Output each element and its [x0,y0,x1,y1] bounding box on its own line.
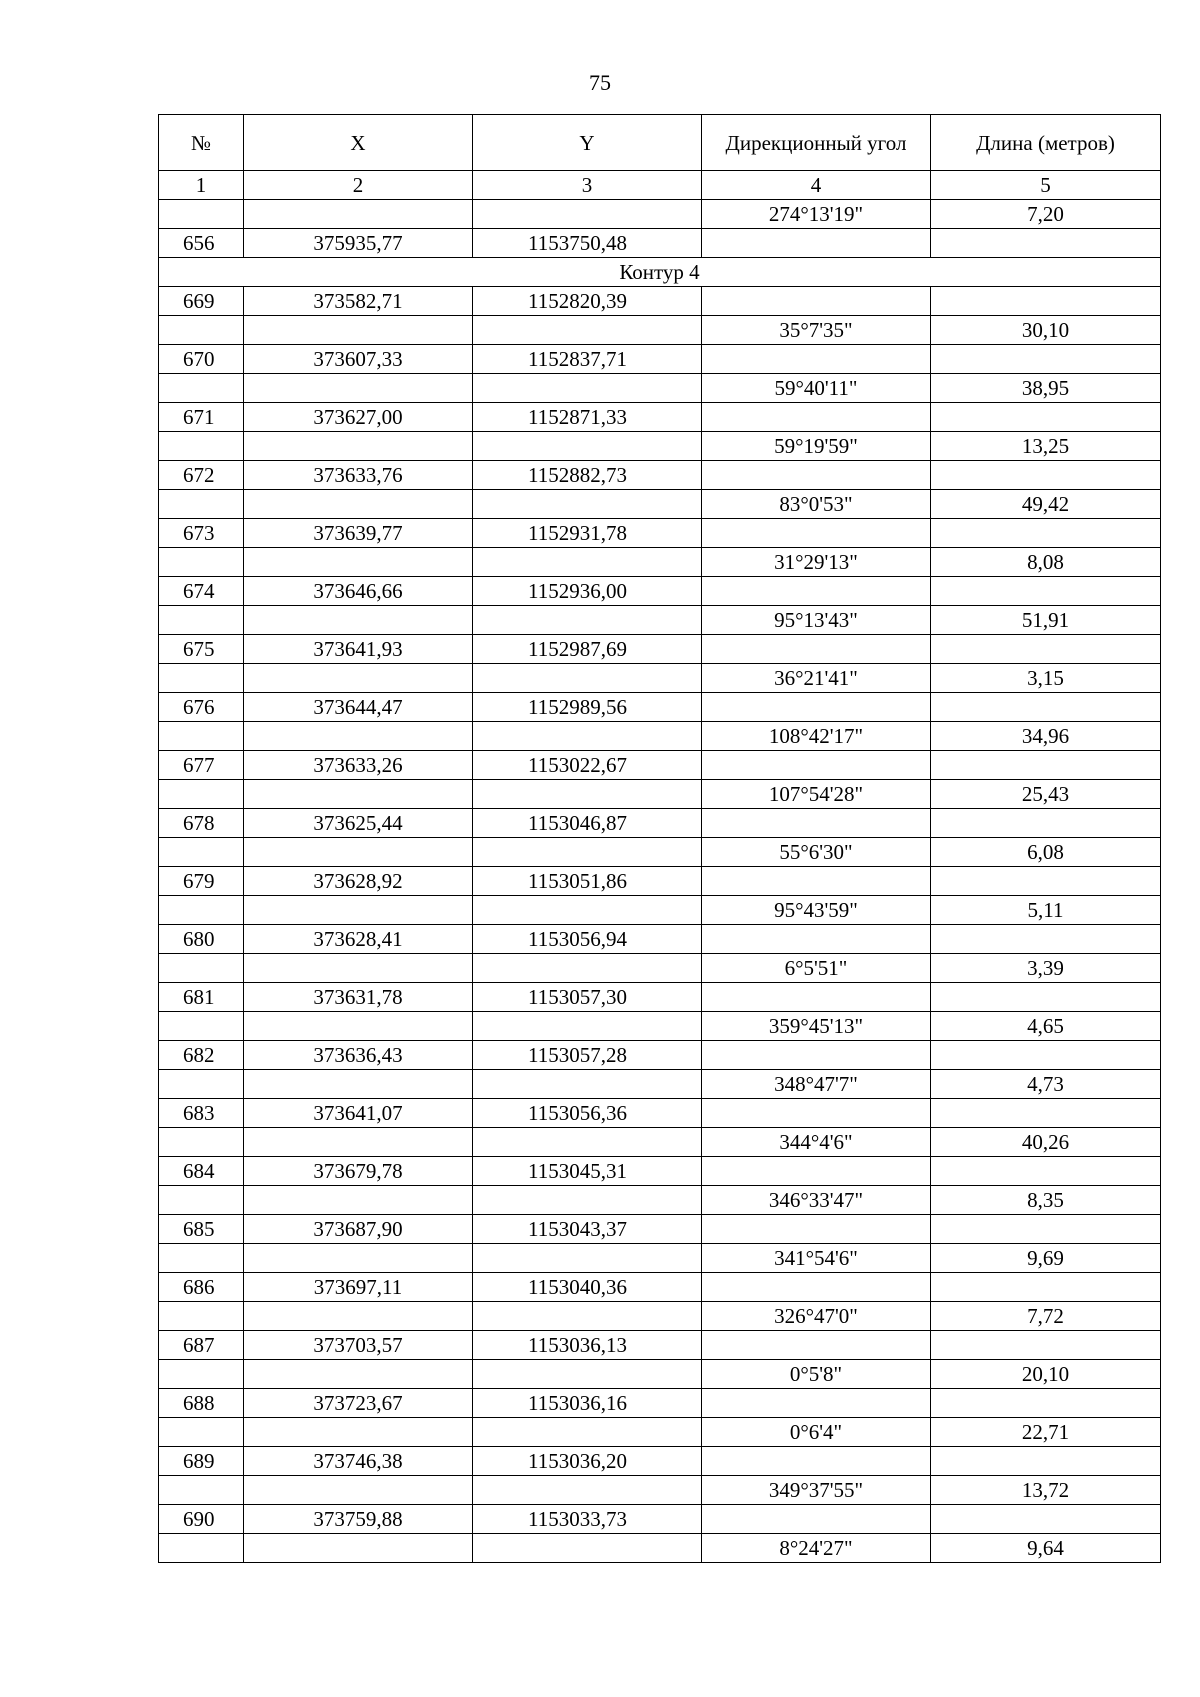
empty-cell [702,229,931,258]
empty-cell [702,345,931,374]
empty-cell [473,200,702,229]
empty-cell [931,1099,1161,1128]
empty-cell [159,1302,244,1331]
segment-length: 20,10 [931,1360,1161,1389]
point-row [159,867,1161,896]
empty-cell [159,722,244,751]
point-number: 678 [159,809,244,838]
y-coordinate: 1153057,28 [473,1041,702,1070]
empty-cell [244,1128,473,1157]
empty-cell [244,1418,473,1447]
empty-cell [931,693,1161,722]
point-row [159,345,1161,374]
empty-cell [244,1534,473,1563]
point-number: 690 [159,1505,244,1534]
direction-angle: 8°24'27" [702,1534,931,1563]
empty-cell [473,1476,702,1505]
segment-length: 8,35 [931,1186,1161,1215]
segment-row [159,316,1161,345]
y-coordinate: 1152987,69 [473,635,702,664]
x-coordinate: 373582,71 [244,287,473,316]
direction-angle: 59°40'11" [702,374,931,403]
point-row [159,1215,1161,1244]
empty-cell [244,316,473,345]
point-number: 684 [159,1157,244,1186]
empty-cell [244,1476,473,1505]
table-body [159,200,1161,1563]
empty-cell [244,664,473,693]
empty-cell [702,867,931,896]
empty-cell [702,635,931,664]
segment-length: 3,39 [931,954,1161,983]
empty-cell [702,1331,931,1360]
segment-row [159,1186,1161,1215]
point-row [159,925,1161,954]
segment-row [159,1244,1161,1273]
empty-cell [931,345,1161,374]
y-coordinate: 1153033,73 [473,1505,702,1534]
empty-cell [473,1012,702,1041]
direction-angle: 95°43'59" [702,896,931,925]
empty-cell [702,693,931,722]
empty-cell [159,200,244,229]
segment-length: 7,72 [931,1302,1161,1331]
segment-length: 9,69 [931,1244,1161,1273]
empty-cell [931,1331,1161,1360]
point-number: 685 [159,1215,244,1244]
header-x: X [244,115,473,171]
direction-angle: 35°7'35" [702,316,931,345]
point-row [159,1099,1161,1128]
point-row [159,229,1161,258]
segment-length: 34,96 [931,722,1161,751]
y-coordinate: 1152936,00 [473,577,702,606]
point-row [159,1505,1161,1534]
segment-length: 7,20 [931,200,1161,229]
x-coordinate: 373646,66 [244,577,473,606]
empty-cell [244,548,473,577]
segment-row [159,432,1161,461]
page-number: 75 [589,70,611,95]
empty-cell [931,1041,1161,1070]
y-coordinate: 1153750,48 [473,229,702,258]
empty-cell [931,635,1161,664]
x-coordinate: 373625,44 [244,809,473,838]
empty-cell [473,1186,702,1215]
column-number: 3 [473,171,702,200]
segment-length: 30,10 [931,316,1161,345]
y-coordinate: 1152871,33 [473,403,702,432]
empty-cell [473,954,702,983]
empty-cell [473,1534,702,1563]
y-coordinate: 1153036,13 [473,1331,702,1360]
header-direction-angle: Дирекционный угол [702,115,931,171]
y-coordinate: 1153045,31 [473,1157,702,1186]
point-row [159,983,1161,1012]
y-coordinate: 1153022,67 [473,751,702,780]
y-coordinate: 1153036,16 [473,1389,702,1418]
segment-row [159,896,1161,925]
empty-cell [931,519,1161,548]
y-coordinate: 1153056,36 [473,1099,702,1128]
segment-row [159,780,1161,809]
x-coordinate: 373628,41 [244,925,473,954]
point-row [159,751,1161,780]
point-row [159,693,1161,722]
segment-row [159,1012,1161,1041]
direction-angle: 0°5'8" [702,1360,931,1389]
column-number: 4 [702,171,931,200]
empty-cell [473,838,702,867]
segment-length: 3,15 [931,664,1161,693]
y-coordinate: 1153040,36 [473,1273,702,1302]
empty-cell [159,374,244,403]
empty-cell [931,1447,1161,1476]
direction-angle: 59°19'59" [702,432,931,461]
empty-cell [473,316,702,345]
direction-angle: 107°54'28" [702,780,931,809]
x-coordinate: 373697,11 [244,1273,473,1302]
direction-angle: 344°4'6" [702,1128,931,1157]
point-row [159,287,1161,316]
segment-length: 8,08 [931,548,1161,577]
empty-cell [159,432,244,461]
empty-cell [931,1505,1161,1534]
empty-cell [931,403,1161,432]
direction-angle: 36°21'41" [702,664,931,693]
segment-row [159,1360,1161,1389]
y-coordinate: 1153043,37 [473,1215,702,1244]
point-row [159,461,1161,490]
point-row [159,577,1161,606]
segment-row [159,1128,1161,1157]
empty-cell [931,287,1161,316]
point-row [159,519,1161,548]
empty-cell [159,490,244,519]
segment-row [159,374,1161,403]
empty-cell [702,1447,931,1476]
empty-cell [702,403,931,432]
empty-cell [159,606,244,635]
empty-cell [931,1215,1161,1244]
empty-cell [702,519,931,548]
direction-angle: 274°13'19" [702,200,931,229]
empty-cell [244,1244,473,1273]
empty-cell [702,1041,931,1070]
point-number: 656 [159,229,244,258]
segment-row [159,838,1161,867]
empty-cell [702,1215,931,1244]
column-number-row [159,171,1161,200]
empty-cell [159,954,244,983]
y-coordinate: 1152989,56 [473,693,702,722]
segment-row [159,606,1161,635]
coordinates-table [158,114,1161,1563]
direction-angle: 341°54'6" [702,1244,931,1273]
empty-cell [702,809,931,838]
x-coordinate: 373607,33 [244,345,473,374]
segment-row [159,1476,1161,1505]
x-coordinate: 373703,57 [244,1331,473,1360]
empty-cell [244,1070,473,1099]
point-number: 673 [159,519,244,548]
empty-cell [473,548,702,577]
point-row [159,1273,1161,1302]
direction-angle: 346°33'47" [702,1186,931,1215]
point-number: 676 [159,693,244,722]
header-length: Длина (метров) [931,115,1161,171]
segment-row [159,722,1161,751]
empty-cell [702,1505,931,1534]
empty-cell [473,1244,702,1273]
empty-cell [244,200,473,229]
point-row [159,1389,1161,1418]
empty-cell [473,722,702,751]
empty-cell [702,461,931,490]
segment-row [159,200,1161,229]
empty-cell [931,229,1161,258]
point-number: 671 [159,403,244,432]
empty-cell [702,1099,931,1128]
empty-cell [159,1476,244,1505]
segment-row [159,954,1161,983]
y-coordinate: 1152882,73 [473,461,702,490]
direction-angle: 349°37'55" [702,1476,931,1505]
segment-length: 4,65 [931,1012,1161,1041]
segment-row [159,1070,1161,1099]
x-coordinate: 373641,93 [244,635,473,664]
empty-cell [159,316,244,345]
direction-angle: 55°6'30" [702,838,931,867]
empty-cell [244,374,473,403]
empty-cell [931,577,1161,606]
empty-cell [244,490,473,519]
empty-cell [244,1012,473,1041]
point-number: 680 [159,925,244,954]
x-coordinate: 373639,77 [244,519,473,548]
direction-angle: 31°29'13" [702,548,931,577]
empty-cell [473,374,702,403]
empty-cell [244,606,473,635]
empty-cell [931,751,1161,780]
segment-row [159,548,1161,577]
point-number: 683 [159,1099,244,1128]
x-coordinate: 373641,07 [244,1099,473,1128]
empty-cell [473,1302,702,1331]
empty-cell [702,1157,931,1186]
segment-row [159,1418,1161,1447]
point-number: 677 [159,751,244,780]
empty-cell [473,1070,702,1099]
point-row [159,1447,1161,1476]
empty-cell [159,896,244,925]
table-header-row [159,115,1161,171]
empty-cell [702,1273,931,1302]
empty-cell [473,432,702,461]
header-y: Y [473,115,702,171]
y-coordinate: 1153046,87 [473,809,702,838]
segment-length: 6,08 [931,838,1161,867]
empty-cell [473,1128,702,1157]
x-coordinate: 373746,38 [244,1447,473,1476]
empty-cell [159,664,244,693]
empty-cell [159,838,244,867]
y-coordinate: 1153051,86 [473,867,702,896]
empty-cell [473,1360,702,1389]
y-coordinate: 1153056,94 [473,925,702,954]
segment-length: 51,91 [931,606,1161,635]
direction-angle: 359°45'13" [702,1012,931,1041]
point-number: 675 [159,635,244,664]
empty-cell [244,780,473,809]
direction-angle: 348°47'7" [702,1070,931,1099]
empty-cell [244,1302,473,1331]
point-number: 674 [159,577,244,606]
empty-cell [244,838,473,867]
segment-length: 22,71 [931,1418,1161,1447]
empty-cell [159,780,244,809]
segment-row [159,1302,1161,1331]
empty-cell [931,925,1161,954]
x-coordinate: 373628,92 [244,867,473,896]
x-coordinate: 373679,78 [244,1157,473,1186]
empty-cell [159,1418,244,1447]
x-coordinate: 373631,78 [244,983,473,1012]
empty-cell [159,1070,244,1099]
empty-cell [931,1157,1161,1186]
point-number: 689 [159,1447,244,1476]
point-row [159,635,1161,664]
empty-cell [931,983,1161,1012]
segment-length: 9,64 [931,1534,1161,1563]
y-coordinate: 1152931,78 [473,519,702,548]
column-number: 1 [159,171,244,200]
x-coordinate: 373633,76 [244,461,473,490]
x-coordinate: 373723,67 [244,1389,473,1418]
point-number: 669 [159,287,244,316]
segment-row [159,1534,1161,1563]
empty-cell [473,606,702,635]
segment-length: 25,43 [931,780,1161,809]
segment-length: 13,72 [931,1476,1161,1505]
empty-cell [473,896,702,925]
segment-length: 49,42 [931,490,1161,519]
point-row [159,809,1161,838]
point-number: 686 [159,1273,244,1302]
empty-cell [159,548,244,577]
empty-cell [244,1360,473,1389]
section-row [159,258,1161,287]
empty-cell [244,432,473,461]
empty-cell [931,461,1161,490]
direction-angle: 95°13'43" [702,606,931,635]
point-number: 679 [159,867,244,896]
segment-length: 38,95 [931,374,1161,403]
empty-cell [159,1534,244,1563]
empty-cell [159,1128,244,1157]
empty-cell [244,1186,473,1215]
point-number: 681 [159,983,244,1012]
empty-cell [702,577,931,606]
y-coordinate: 1152837,71 [473,345,702,374]
point-number: 687 [159,1331,244,1360]
empty-cell [473,664,702,693]
empty-cell [931,1273,1161,1302]
empty-cell [244,896,473,925]
x-coordinate: 375935,77 [244,229,473,258]
segment-length: 4,73 [931,1070,1161,1099]
point-number: 688 [159,1389,244,1418]
x-coordinate: 373759,88 [244,1505,473,1534]
empty-cell [702,287,931,316]
direction-angle: 0°6'4" [702,1418,931,1447]
empty-cell [159,1244,244,1273]
empty-cell [244,722,473,751]
header-number: № [159,115,244,171]
empty-cell [159,1012,244,1041]
direction-angle: 108°42'17" [702,722,931,751]
point-number: 682 [159,1041,244,1070]
direction-angle: 6°5'51" [702,954,931,983]
empty-cell [244,954,473,983]
column-number: 5 [931,171,1161,200]
empty-cell [931,1389,1161,1418]
empty-cell [473,490,702,519]
x-coordinate: 373644,47 [244,693,473,722]
column-number: 2 [244,171,473,200]
segment-length: 13,25 [931,432,1161,461]
x-coordinate: 373633,26 [244,751,473,780]
x-coordinate: 373687,90 [244,1215,473,1244]
segment-length: 5,11 [931,896,1161,925]
x-coordinate: 373636,43 [244,1041,473,1070]
empty-cell [473,780,702,809]
empty-cell [473,1418,702,1447]
empty-cell [931,809,1161,838]
y-coordinate: 1153036,20 [473,1447,702,1476]
section-label: Контур 4 [159,258,1161,287]
empty-cell [702,925,931,954]
point-number: 672 [159,461,244,490]
point-row [159,1157,1161,1186]
x-coordinate: 373627,00 [244,403,473,432]
segment-length: 40,26 [931,1128,1161,1157]
point-row [159,1331,1161,1360]
y-coordinate: 1152820,39 [473,287,702,316]
y-coordinate: 1153057,30 [473,983,702,1012]
empty-cell [702,751,931,780]
segment-row [159,664,1161,693]
direction-angle: 326°47'0" [702,1302,931,1331]
segment-row [159,490,1161,519]
empty-cell [159,1360,244,1389]
direction-angle: 83°0'53" [702,490,931,519]
empty-cell [702,983,931,1012]
point-number: 670 [159,345,244,374]
empty-cell [931,867,1161,896]
point-row [159,403,1161,432]
point-row [159,1041,1161,1070]
empty-cell [159,1186,244,1215]
empty-cell [702,1389,931,1418]
